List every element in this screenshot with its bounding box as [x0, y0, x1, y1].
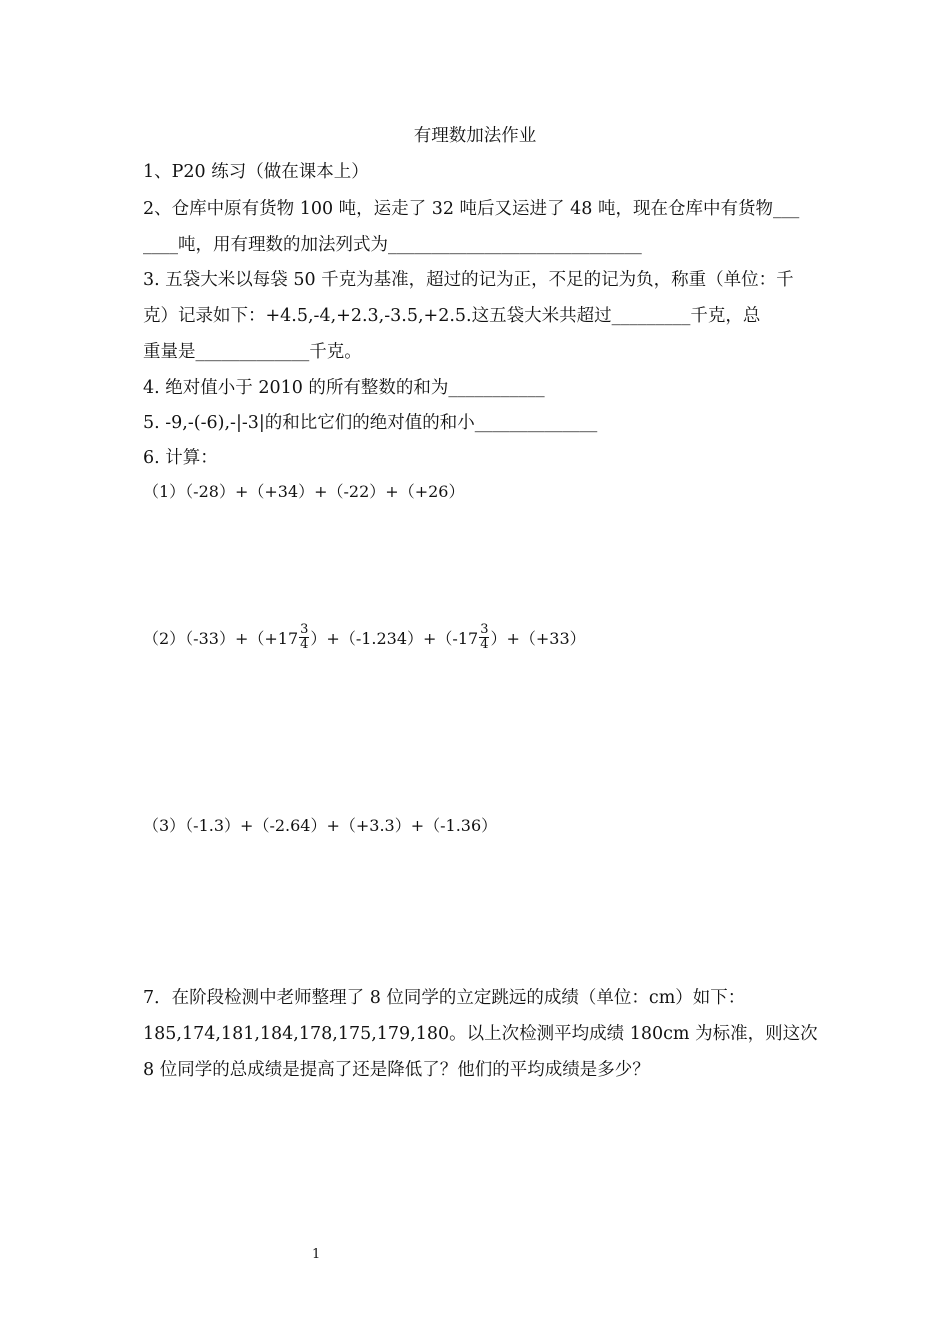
page-number: 1: [312, 1247, 321, 1262]
question-2-line-2: ____吨，用有理数的加法列式为_____________________________: [143, 235, 642, 255]
question-5: 5. -9,-(-6),-|-3|的和比它们的绝对值的和小______________: [143, 413, 598, 433]
calculation-2: [143, 622, 586, 654]
calculation-2-part-before: （2）（-33）+（+17: [143, 629, 299, 648]
question-3-line-3: 重量是_____________千克。: [143, 342, 362, 362]
question-4: 4. 绝对值小于 2010 的所有整数的和为___________: [143, 378, 545, 398]
question-2-line-1: 2、仓库中原有货物 100 吨，运走了 32 吨后又运进了 48 吨，现在仓库中有货物___: [143, 199, 800, 219]
fraction-denominator: 4: [300, 637, 309, 652]
fraction-numerator: 3: [480, 622, 489, 637]
page-title: 有理数加法作业: [413, 126, 537, 146]
fraction-numerator: 3: [300, 622, 309, 637]
question-3-line-1: 3. 五袋大米以每袋 50 千克为基准，超过的记为正，不足的记为负，称重（单位：千: [143, 270, 794, 290]
calculation-2-part-middle: ）+（-1.234）+（-17: [310, 629, 479, 648]
question-3-line-2: 克）记录如下：+4.5,-4,+2.3,-3.5,+2.5.这五袋大米共超过_________千克，总: [143, 306, 761, 326]
fraction-denominator: 4: [480, 637, 489, 652]
question-7-line-2: 185,174,181,184,178,175,179,180。以上次检测平均成绩 180cm 为标准，则这次: [143, 1024, 818, 1044]
calculation-2-part-after: ）+（+33）: [490, 629, 586, 648]
fraction-3-4-first: [299, 623, 309, 652]
question-6-heading: 6. 计算：: [143, 448, 218, 468]
fraction-3-4-second: [479, 623, 489, 652]
calculation-1: （1）（-28）+（+34）+（-22）+（+26）: [143, 482, 465, 501]
calculation-3: （3）（-1.3）+（-2.64）+（+3.3）+（-1.36）: [143, 816, 498, 835]
question-1: 1、P20 练习（做在课本上）: [143, 162, 369, 182]
question-7-line-1: 7．在阶段检测中老师整理了 8 位同学的立定跳远的成绩（单位：cm）如下：: [143, 988, 746, 1008]
question-7-line-3: 8 位同学的总成绩是提高了还是降低了？他们的平均成绩是多少？: [143, 1060, 650, 1080]
